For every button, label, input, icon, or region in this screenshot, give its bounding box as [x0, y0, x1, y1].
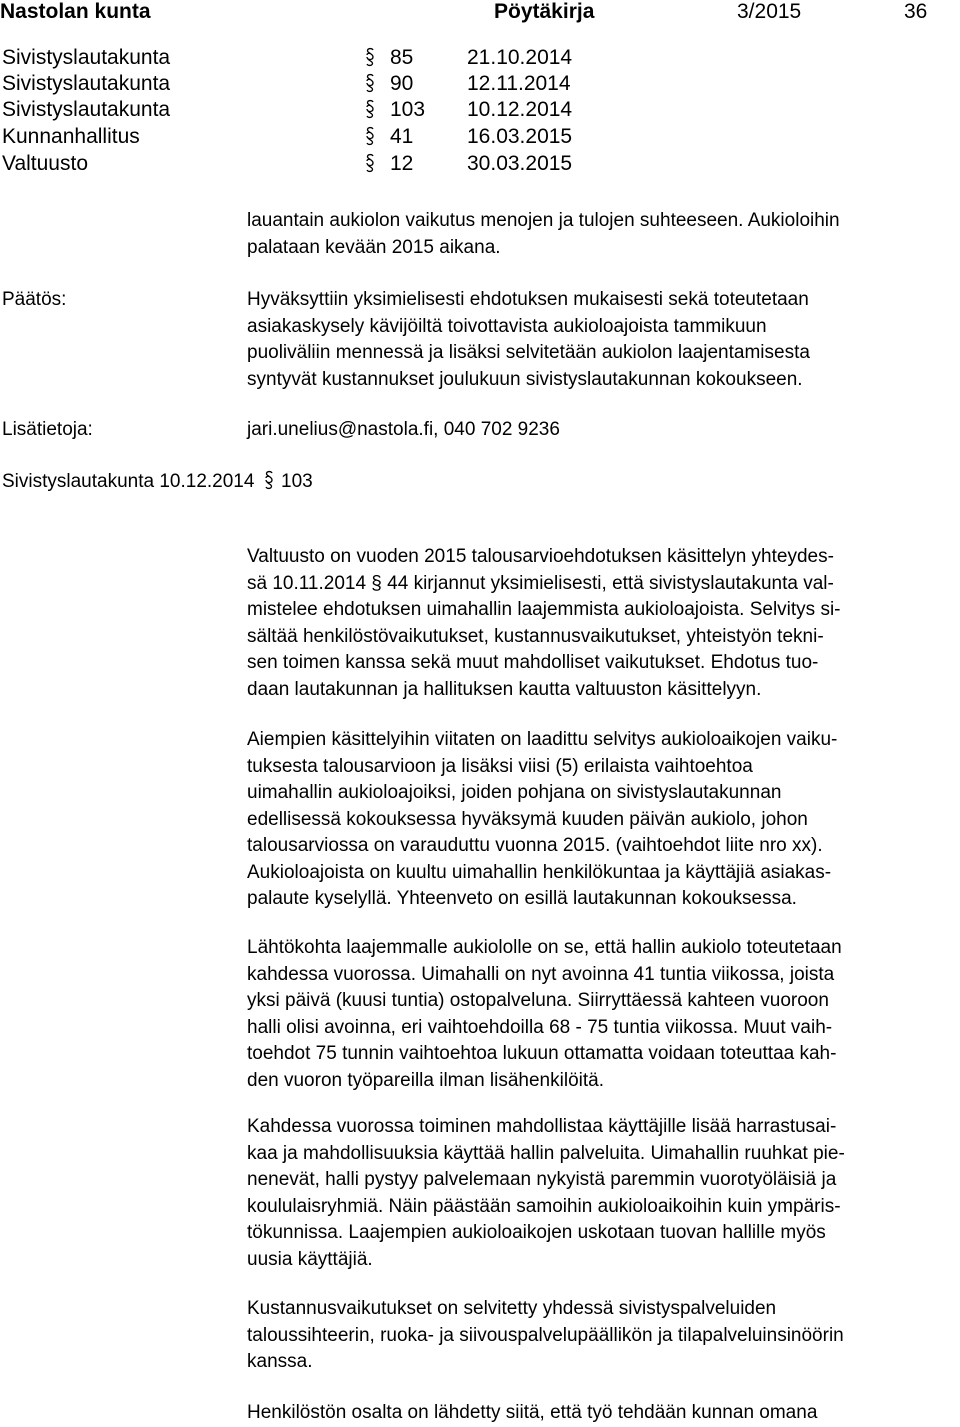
text-line: Aiempien käsittelyihin viitaten on laadittu selvitys aukioloaikojen vaiku- [247, 729, 838, 750]
text-line: sä 10.11.2014 § 44 kirjannut yksimielisesti, että sivistyslautakunta val- [247, 572, 834, 594]
decision-label: Päätös: [2, 289, 67, 310]
text-line: palataan kevään 2015 aikana. [247, 236, 501, 258]
text-line: uusia käyttäjiä. [247, 1248, 373, 1270]
history-body: Sivistyslautakunta [2, 98, 171, 121]
history-date: 21.10.2014 [467, 46, 573, 69]
paragraph [247, 1296, 957, 1376]
paragraph [247, 1400, 957, 1427]
section-heading [2, 469, 313, 495]
text-line: Lähtökohta laajemmalle aukiololle on se, että hallin aukiolo toteutetaan [247, 937, 842, 958]
history-section: 90 [390, 72, 414, 95]
text-line: asiakaskysely kävijöiltä toivottavista aukioloajoista tammikuun [247, 315, 767, 337]
text-line: mistelee ehdotuksen uimahallin laajemmista aukioloajoista. Selvitys si- [247, 599, 841, 620]
history-body: Valtuusto [2, 152, 88, 175]
text-line: daan lautakunnan ja hallituksen kautta valtuuston käsittelyyn. [247, 678, 762, 700]
text-line: halli olisi avoinna, eri vaihtoehdoilla 68 - 75 tuntia viikossa. Muut vaih- [247, 1016, 833, 1038]
text-line: puoliväliin mennessä ja lisäksi selvitetään aukiolon laajentamisesta [247, 342, 810, 363]
history-date: 30.03.2015 [467, 152, 573, 175]
section-sign-icon [365, 151, 375, 177]
paragraph [247, 935, 957, 1094]
text-line: tuksesta talousarvioon ja lisäksi viisi (5) erilaista vaihtoehtoa [247, 755, 753, 777]
text-line: nenevät, halli pystyy palvelemaan nykyistä paremmin vuorotyöläisiä ja [247, 1169, 837, 1190]
text-line: taloussihteerin, ruoka- ja siivouspalvelupäällikön ja tilapalveluinsinöörin [247, 1324, 844, 1346]
section-heading-prefix: Sivistyslautakunta 10.12.2014 [2, 471, 255, 492]
page-number: 36 [904, 0, 928, 23]
text-line: Hyväksyttiin yksimielisesti ehdotuksen mukaisesti sekä toteutetaan [247, 289, 809, 310]
document-type: Pöytäkirja [494, 0, 595, 23]
text-line: sen toimen kanssa sekä muut mahdolliset vaikutukset. Ehdotus tuo- [247, 652, 819, 673]
text-line: kahdessa vuorossa. Uimahalli on nyt avoinna 41 tuntia viikossa, joista [247, 963, 835, 985]
paragraph [247, 727, 957, 913]
text-line: Kustannusvaikutukset on selvitetty yhdessä sivistyspalveluiden [247, 1298, 777, 1319]
text-line: Aukioloajoista on kuultu uimahallin henkilökuntaa ja käyttäjiä asiakas- [247, 861, 832, 883]
section-sign-icon [365, 124, 375, 150]
text-line: palaute kyselyllä. Yhteenveto on esillä lautakunnan kokouksessa. [247, 888, 797, 909]
section-sign-icon [365, 97, 375, 123]
text-line: yksi päivä (kuusi tuntia) ostopalveluna. Siirryttäessä kahteen vuoroon [247, 990, 829, 1011]
history-body: Sivistyslautakunta [2, 72, 171, 95]
text-line: kaa ja mahdollisuuksia käyttää hallin palveluita. Uimahallin ruuhkat pie- [247, 1142, 845, 1164]
section-sign-icon [365, 45, 375, 71]
info-label: Lisätietoja: [2, 419, 93, 440]
text-line: kanssa. [247, 1351, 313, 1372]
history-section: 41 [390, 125, 414, 148]
section-sign-icon [365, 71, 375, 97]
text-line: tökunnissa. Laajempien aukioloaikojen uskotaan tuovan hallille myös [247, 1222, 826, 1243]
section-sign-icon [264, 470, 274, 490]
text-line: koululaisryhmiä. Näin päästään samoihin aukioloaikoihin kuin ympäris- [247, 1195, 841, 1217]
intro-paragraph [247, 208, 957, 261]
history-section: 12 [390, 152, 414, 175]
text-line: syntyvät kustannukset joulukuun sivistyslautakunnan kokoukseen. [247, 368, 803, 390]
contact-info: jari.unelius@nastola.fi, 040 702 9236 [247, 419, 560, 440]
document-number: 3/2015 [737, 0, 802, 23]
history-date: 12.11.2014 [467, 72, 571, 95]
text-line: edellisessä kokouksessa hyväksymä kuuden päivän aukiolo, johon [247, 808, 808, 830]
paragraph [247, 544, 957, 703]
section-heading-number: 103 [281, 471, 313, 492]
text-line: lauantain aukiolon vaikutus menojen ja tulojen suhteeseen. Aukioloihin [247, 210, 840, 231]
text-line: Valtuusto on vuoden 2015 talousarvioehdotuksen käsittelyn yhteydes- [247, 546, 834, 567]
history-section: 85 [390, 46, 414, 69]
municipality-name: Nastolan kunta [0, 0, 151, 23]
history-body: Kunnanhallitus [2, 125, 140, 148]
text-line: talousarviossa on varauduttu vuonna 2015. (vaihtoehdot liite nro xx). [247, 835, 823, 856]
history-date: 16.03.2015 [467, 125, 573, 148]
text-line: toehdot 75 tunnin vaihtoehtoa lukuun ottamatta voidaan toteuttaa kah- [247, 1043, 837, 1064]
decision-text [247, 287, 957, 393]
text-line: den vuoron työpareilla ilman lisähenkilöitä. [247, 1069, 604, 1091]
text-line: sältää henkilöstövaikutukset, kustannusvaikutukset, yhteistyön tekni- [247, 625, 824, 647]
text-line: uimahallin aukioloajoiksi, joiden pohjana on sivistyslautakunnan [247, 782, 782, 803]
text-line: Kahdessa vuorossa toiminen mahdollistaa käyttäjille lisää harrastusai- [247, 1116, 837, 1137]
history-section: 103 [390, 98, 426, 121]
history-body: Sivistyslautakunta [2, 46, 171, 69]
history-date: 10.12.2014 [467, 98, 573, 121]
text-line: Henkilöstön osalta on lähdetty siitä, että työ tehdään kunnan omana [247, 1402, 818, 1423]
paragraph [247, 1114, 957, 1273]
